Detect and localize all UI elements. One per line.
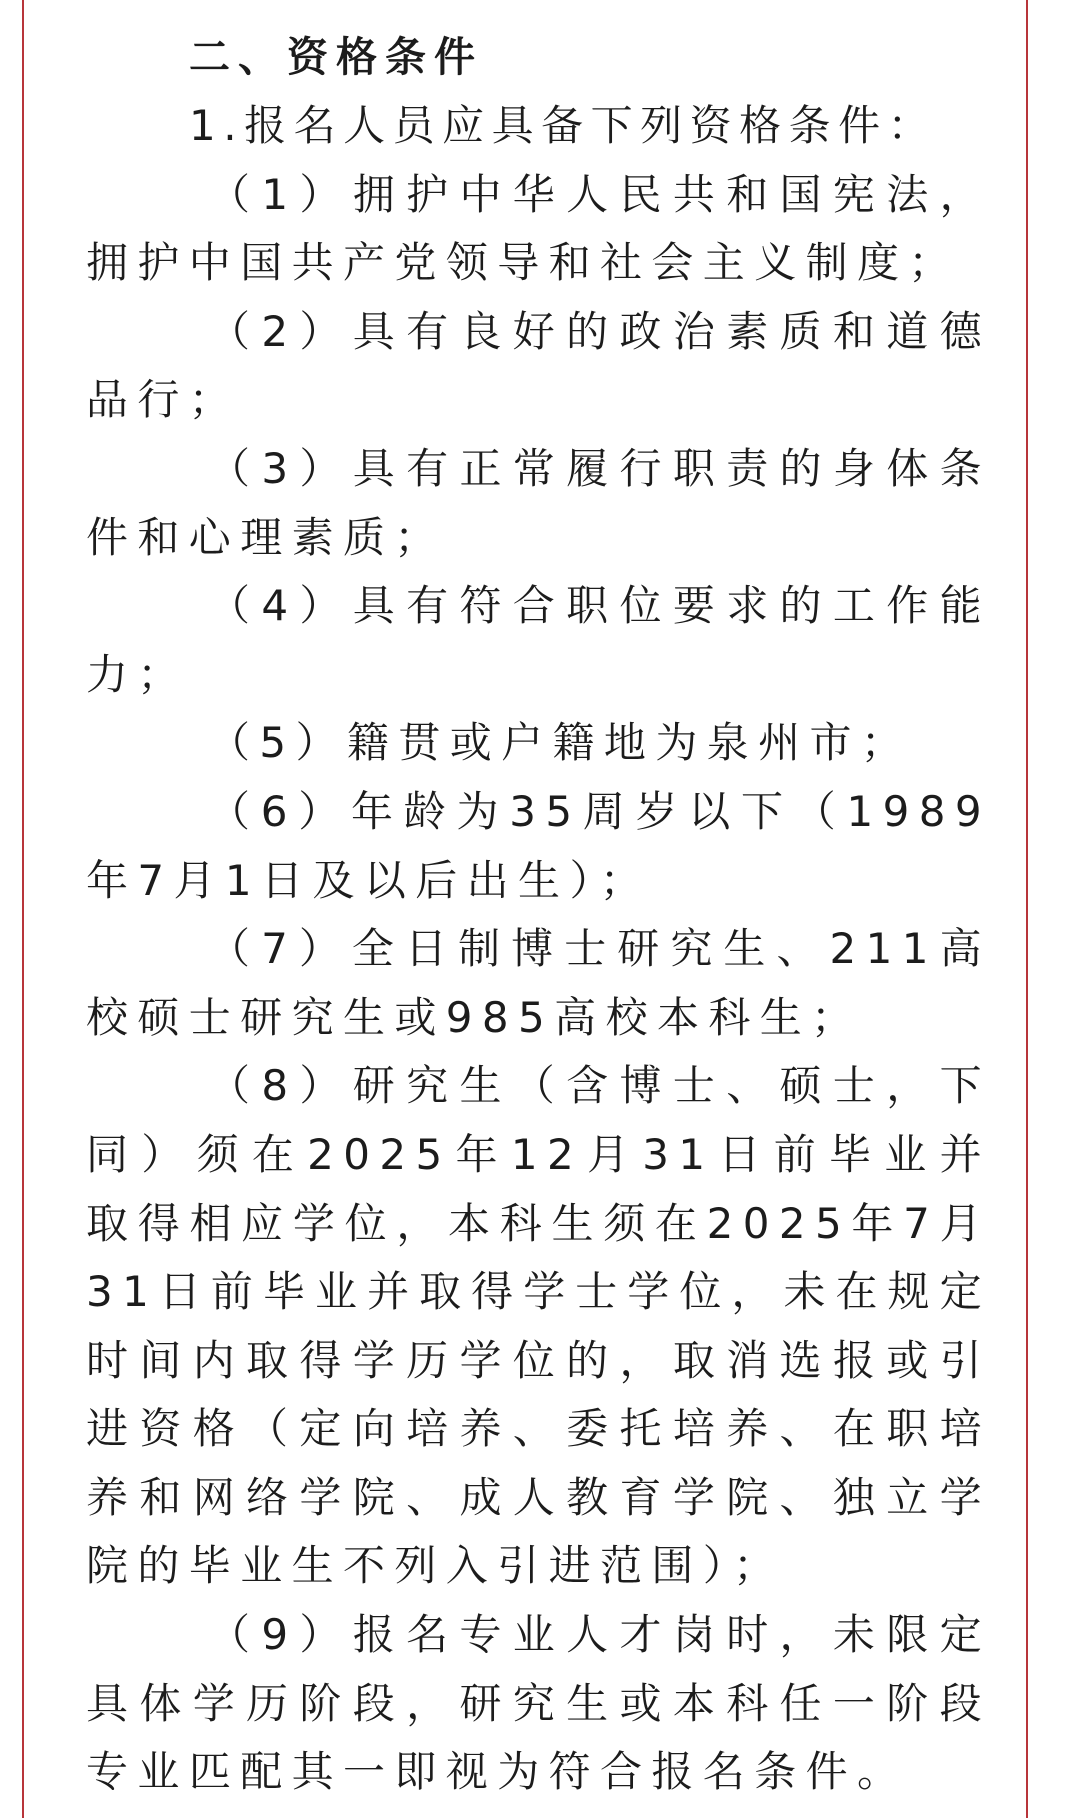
condition-item-1: （1）拥护中华人民共和国宪法，拥护中国共产党领导和社会主义制度；: [86, 169, 991, 288]
condition-item-6: （6）年龄为35周岁以下（1989年7月1日及以后出生）；: [86, 786, 991, 905]
page-border-right: [1026, 0, 1028, 1818]
condition-item-5: （5）籍贯或户籍地为泉州市；: [208, 718, 913, 768]
condition-item-2: （2）具有良好的政治素质和道德品行；: [86, 306, 991, 425]
condition-item-3: （3）具有正常履行职责的身体条件和心理素质；: [86, 443, 991, 562]
condition-item-4: （4）具有符合职位要求的工作能力；: [86, 581, 991, 699]
condition-item-9: （9）报名专业人才岗时，未限定具体学历阶段，研究生或本科任一阶段专业匹配其一即视为符合报名条件。: [86, 1610, 991, 1797]
section-heading: 二、资格条件: [189, 33, 483, 81]
page-border-left: [22, 0, 24, 1818]
condition-item-7: （7）全日制博士研究生、211高校硕士研究生或985高校本科生；: [86, 924, 991, 1042]
condition-item-8: （8）研究生（含博士、硕士，下同）须在2025年12月31日前毕业并取得相应学位，本科生须在2025年7月31日前毕业并取得学士学位，未在规定时间内取得学历学位的，取消选报或引进资格（定向培养、委托培养、在职培养和网络学院、成人教育学院、独立学院的毕业生不列入引进范围）；: [86, 1061, 991, 1591]
section-intro: 1.报名人员应具备下列资格条件：: [189, 101, 938, 150]
document-body: [86, 22, 991, 1807]
